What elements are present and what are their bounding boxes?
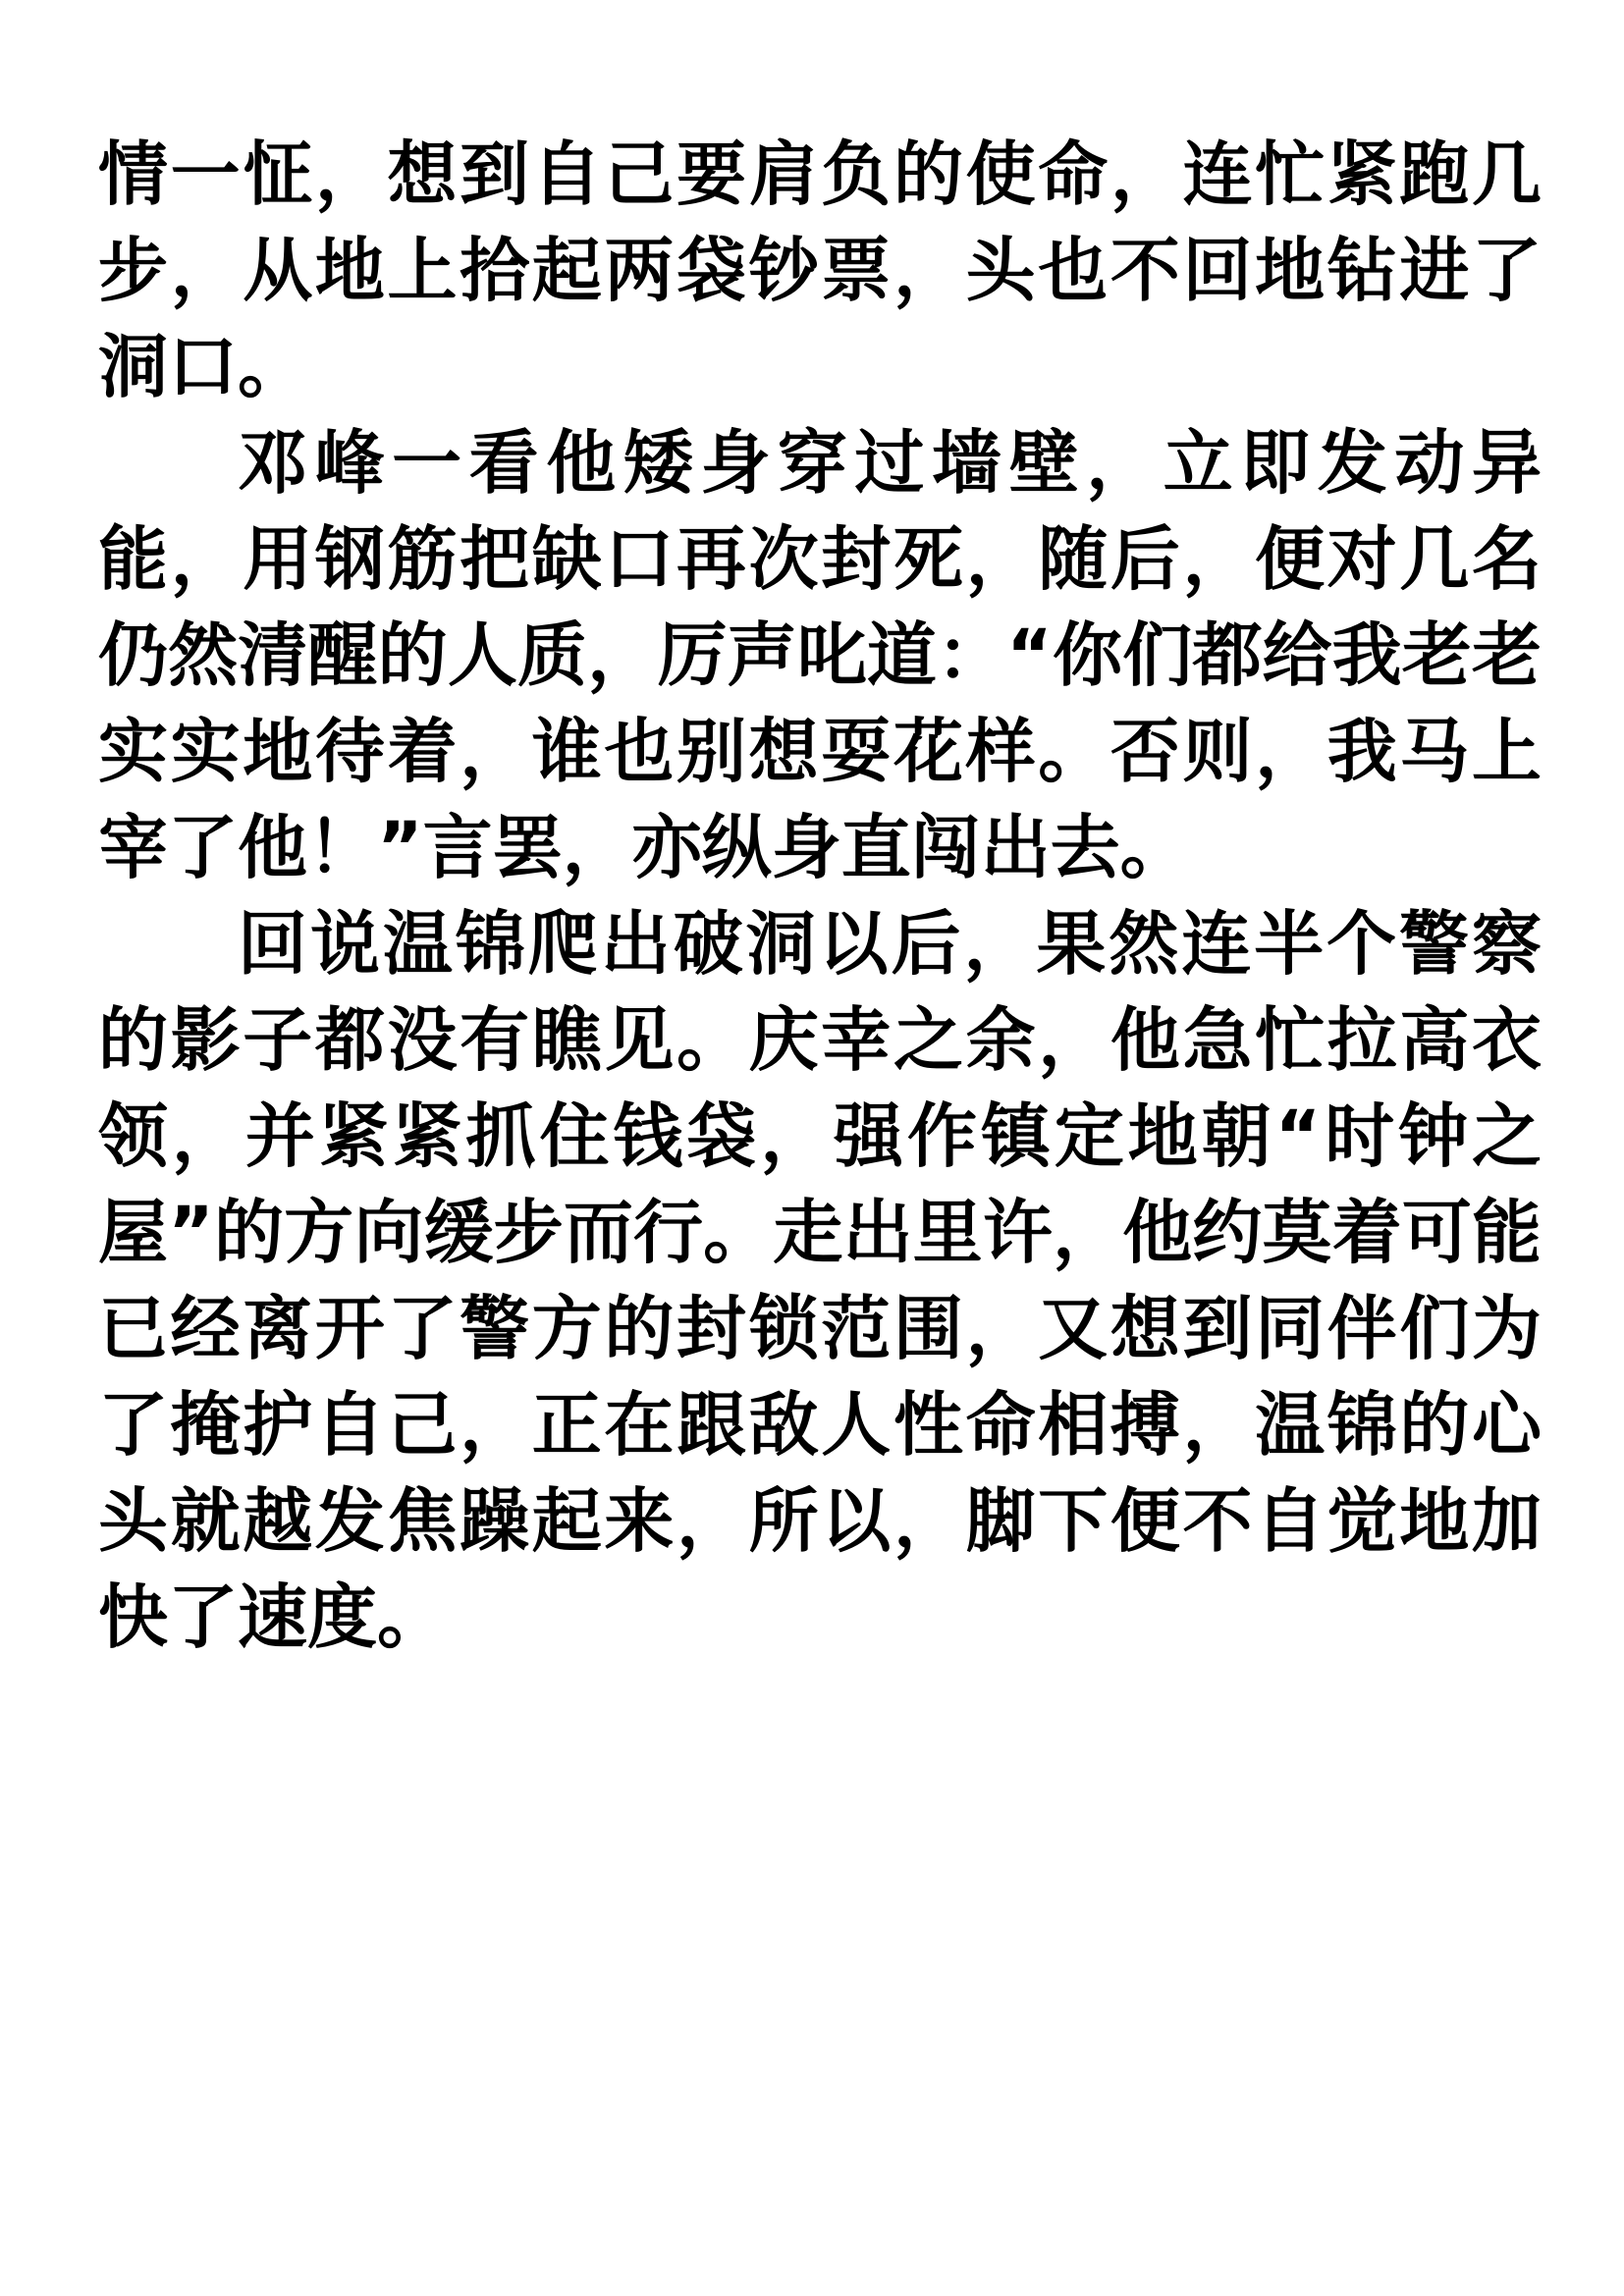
paragraph-3: 回说温锦爬出破洞以后，果然连半个警察的影子都没有瞧见。庆幸之余，他急忙拉高衣领，并紧紧抓住钱袋，强作镇定地朝“时钟之屋”的方向缓步而行。走出里许，他约莫着可能已经离开了警方的封锁范围，又想到同伴们为了掩护自己，正在跟敌人性命相搏，温锦的心头就越发焦躁起来，所以，脚下便不自觉地加快了速度。 — [98, 903, 1542, 1658]
paragraph-2: 邓峰一看他矮身穿过墙壁，立即发动异能，用钢筋把缺口再次封死，随后，便对几名仍然清醒的人质，厉声叱道：“你们都给我老老实实地待着，谁也别想耍花样。否则，我马上宰了他！”言罢，亦纵身直闯出去。 — [98, 422, 1542, 888]
paragraph-1: 情一怔，想到自己要肩负的使命，连忙紧跑几步，从地上拾起两袋钞票，头也不回地钻进了洞口。 — [98, 133, 1542, 407]
body-text — [98, 127, 1542, 1666]
